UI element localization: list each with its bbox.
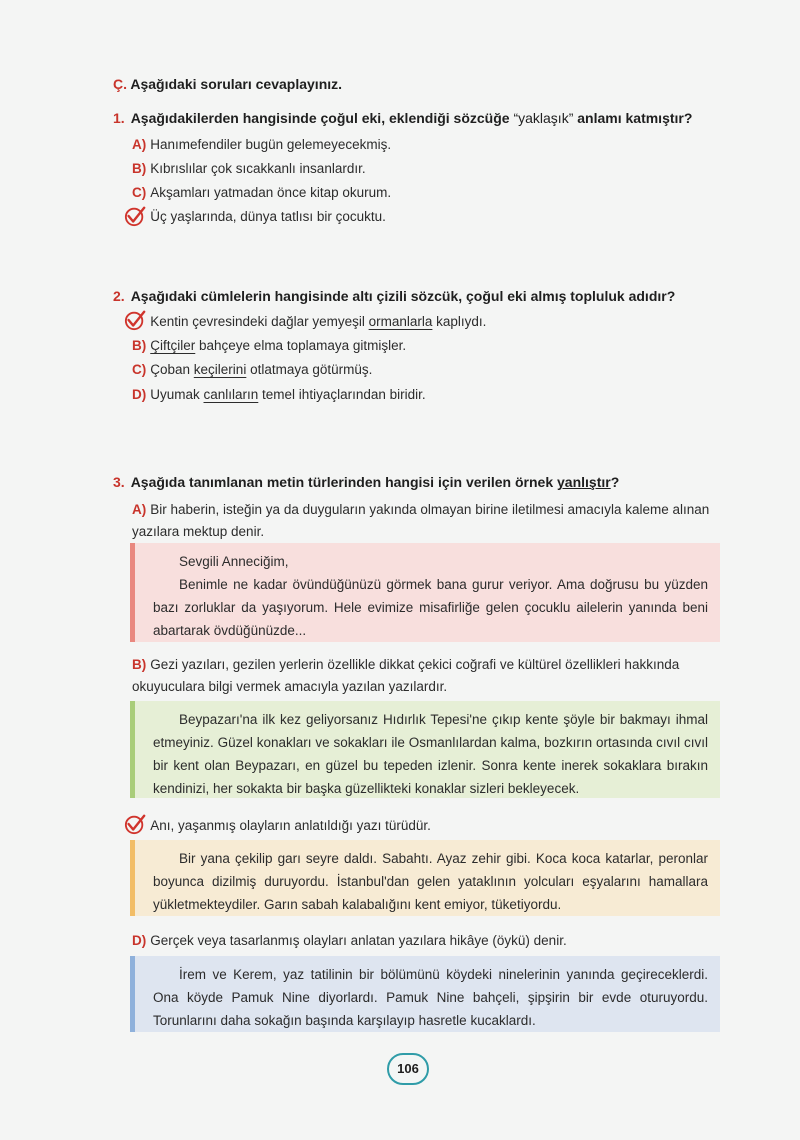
- option-text: Kıbrıslılar çok sıcakkanlı insanlardır.: [150, 161, 366, 176]
- q3-option-a[interactable]: [132, 499, 722, 543]
- option-text: Akşamları yatmadan önce kitap okurum.: [150, 185, 392, 200]
- q1-option-a[interactable]: [132, 137, 391, 152]
- travel-example-box: [130, 701, 720, 798]
- option-text-end: kaplıydı.: [432, 314, 487, 329]
- story-example-box: [130, 956, 720, 1032]
- letter-body: Benimle ne kadar övündüğünüzü görmek bana gurur veriyor. Ama doğrusu bu yüzden bazı zorluklar da yaşıyorum. Hele evimize misafirliğe gelen çocuklu ailelerin yanında beni abartarak övdüğünüzde...: [153, 577, 708, 638]
- q3-option-d[interactable]: [132, 933, 567, 948]
- q3-option-b[interactable]: [132, 654, 722, 698]
- option-text: Üç yaşlarında, dünya tatlısı bir çocuktu.: [150, 209, 386, 224]
- underlined-word: yanlıştır: [557, 474, 611, 490]
- question-text: Aşağıdakilerden hangisinde çoğul eki, eklendiği sözcüğe: [130, 110, 514, 126]
- option-text: Anı, yaşanmış olayların anlatıldığı yazı türüdür.: [150, 818, 431, 833]
- section-letter: Ç.: [113, 76, 127, 92]
- q3-option-c[interactable]: [132, 818, 431, 833]
- travel-text: Beypazarı'na ilk kez geliyorsanız Hıdırlık Tepesi'ne çıkıp kente şöyle bir bakmayı ihmal etmeyiniz. Güzel konakları ve sokakları ile Osmanlılardan kalma, bozkırın ortasında cıvıl cıvıl bir kent olan Beypazarı, en güzel bu tepeden izlenir. Sonra kente inerek sokaklara bırakın kendinizi, her sokakta bir başka güzellikteki konaklar sizleri bekleyecek.: [153, 712, 708, 796]
- question-text: Aşağıda tanımlanan metin türlerinden hangisi için verilen örnek: [130, 474, 558, 490]
- check-mark-icon: [124, 813, 146, 835]
- story-text: İrem ve Kerem, yaz tatilinin bir bölümünü köydeki ninelerinin yanında geçireceklerdi. Ona köyde Pamuk Nine diyorlardı. Pamuk Nine bahçeli, şipşirin bir evde oturuyordu. Torunlarını daha sokağın başında karşılayıp hasretle kucaklardı.: [153, 967, 708, 1028]
- question-text-end: ?: [610, 474, 620, 490]
- question-number: 1.: [113, 110, 125, 126]
- memoir-example-box: [130, 840, 720, 916]
- option-text: Hanımefendiler bugün gelemeyecekmiş.: [150, 137, 392, 152]
- option-letter: B): [132, 338, 147, 353]
- question-quote: “yaklaşık”: [513, 110, 574, 126]
- option-letter: A): [132, 502, 147, 517]
- option-letter: D): [132, 387, 147, 402]
- question-3: [113, 474, 753, 490]
- option-text: Gezi yazıları, gezilen yerlerin özellikle dikkat çekici coğrafi ve kültürel özellikleri hakkında okuyuculara bilgi vermek amacıyla yazılan yazılardır.: [132, 657, 680, 694]
- letter-example-box: [130, 543, 720, 642]
- question-1: [113, 110, 753, 126]
- option-letter: A): [132, 137, 147, 152]
- option-text: Kentin çevresindeki dağlar yemyeşil: [150, 314, 369, 329]
- section-heading: [113, 76, 342, 92]
- option-letter: B): [132, 161, 147, 176]
- option-text: Çoban: [150, 362, 194, 377]
- option-text: Bir haberin, isteğin ya da duyguların yakında olmayan birine iletilmesi amacıyla kaleme alınan yazılara mektup denir.: [132, 502, 710, 539]
- underlined-word: canlıların: [203, 387, 259, 402]
- option-letter: D): [132, 933, 147, 948]
- q2-option-d[interactable]: [132, 387, 426, 402]
- option-letter: C): [132, 185, 147, 200]
- question-text-end: anlamı katmıştır?: [573, 110, 693, 126]
- q2-option-b[interactable]: [132, 338, 406, 353]
- section-title: Aşağıdaki soruları cevaplayınız.: [130, 76, 343, 92]
- option-text-end: bahçeye elma toplamaya gitmişler.: [195, 338, 407, 353]
- q1-option-d[interactable]: [132, 209, 386, 224]
- q1-option-c[interactable]: [132, 185, 391, 200]
- check-mark-icon: [124, 309, 146, 331]
- check-mark-icon: [124, 205, 146, 227]
- q1-option-b[interactable]: [132, 161, 366, 176]
- underlined-word: ormanlarla: [368, 314, 433, 329]
- underlined-word: keçilerini: [193, 362, 247, 377]
- option-text-end: otlatmaya götürmüş.: [246, 362, 373, 377]
- q2-option-c[interactable]: [132, 362, 372, 377]
- option-text: Uyumak: [150, 387, 204, 402]
- underlined-word: Çiftçiler: [150, 338, 196, 353]
- option-letter: C): [132, 362, 147, 377]
- question-number: 3.: [113, 474, 125, 490]
- option-text: Gerçek veya tasarlanmış olayları anlatan yazılara hikâye (öykü) denir.: [150, 933, 567, 948]
- option-letter: B): [132, 657, 147, 672]
- page-number: 106: [387, 1053, 429, 1085]
- letter-greeting: Sevgili Anneciğim,: [179, 554, 289, 569]
- memoir-text: Bir yana çekilip garı seyre daldı. Sabahtı. Ayaz zehir gibi. Koca koca katarlar, peronlar boyunca dizilmiş duruyordu. İstanbul'dan gelen yataklının yolcuları eşyalarını hamallara yükletmekteydiler. Garın sabah kalabalığını kent emiyor, tüketiyordu.: [153, 851, 708, 912]
- question-text: Aşağıdaki cümlelerin hangisinde altı çizili sözcük, çoğul eki almış topluluk adıdır?: [130, 288, 676, 304]
- question-number: 2.: [113, 288, 125, 304]
- q2-option-a[interactable]: [132, 314, 486, 329]
- question-2: [113, 288, 753, 304]
- option-text-end: temel ihtiyaçlarından biridir.: [258, 387, 426, 402]
